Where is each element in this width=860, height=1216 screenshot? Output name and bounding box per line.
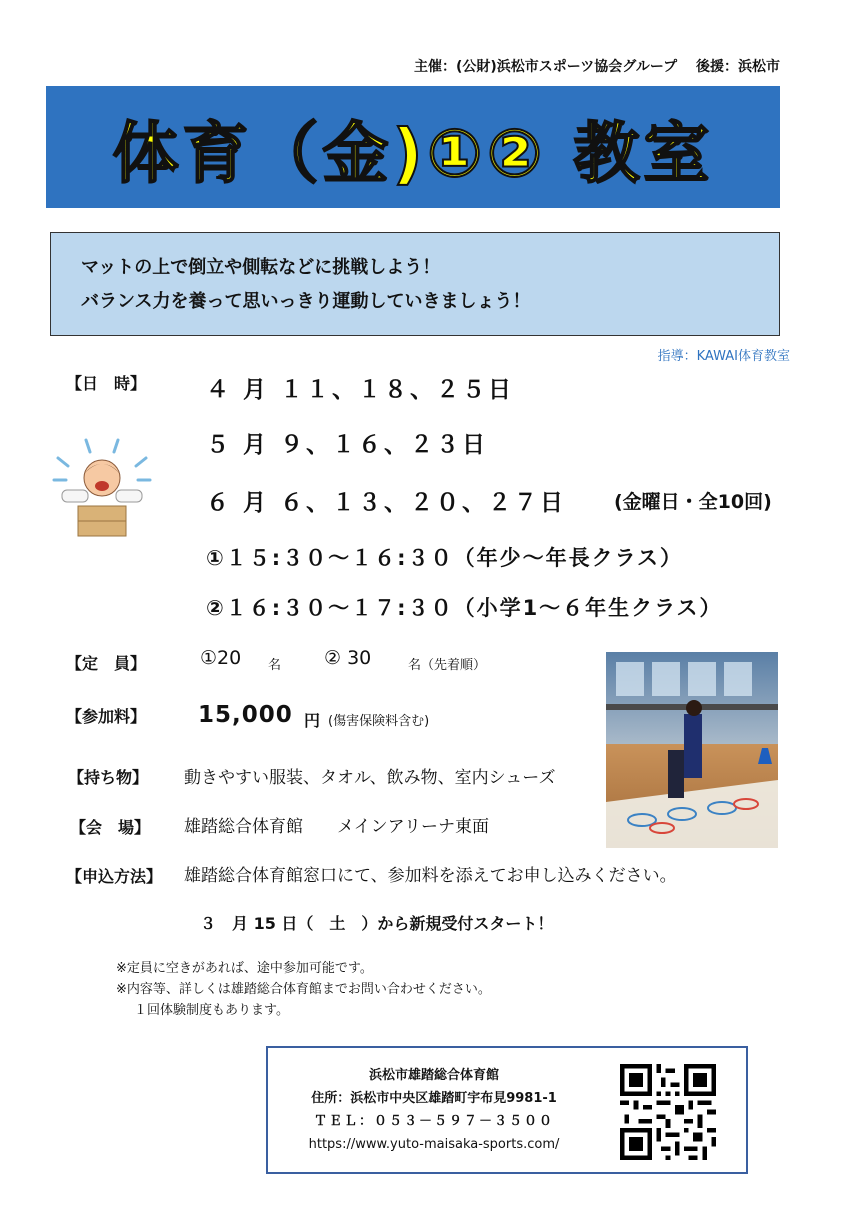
notes-block bbox=[116, 958, 491, 1021]
note-1: ※定員に空きがあれば、途中参加可能です。 bbox=[116, 961, 373, 976]
contact-tel: ＴＥＬ：０５３－５９７－３５００ bbox=[313, 1114, 554, 1129]
intro-line-2: バランス力を養って思いっきり運動していきましょう！ bbox=[81, 291, 531, 312]
fee-note: (傷害保険料含む) bbox=[328, 714, 430, 729]
fee-unit: 円 bbox=[304, 711, 321, 730]
fee-label: 【参加料】 bbox=[66, 707, 147, 726]
belongings-value: 動きやすい服装、タオル、飲み物、室内シューズ bbox=[184, 768, 556, 788]
instructor-text: 指導：KAWAI体育教室 bbox=[657, 349, 790, 364]
note-2: ※内容等、詳しくは雄踏総合体育館までお問い合わせください。 bbox=[116, 982, 491, 997]
capacity-class-1: ①20 bbox=[200, 647, 242, 669]
contact-address: 住所：浜松市中央区雄踏町宇布見9981-1 bbox=[311, 1091, 557, 1106]
apply-label: 【申込方法】 bbox=[66, 867, 163, 886]
gym-photo bbox=[606, 652, 778, 848]
capacity-class-2: ② 30 bbox=[324, 647, 372, 669]
fee-amount: 15,000 bbox=[198, 702, 293, 728]
capacity-class-1-unit: 名 bbox=[268, 658, 282, 673]
organizer-text: 主催：(公財)浜松市スポーツ協会グループ 後援：浜松市 bbox=[414, 59, 780, 75]
schedule-april: ４ 月 １１、１８、２５日 bbox=[206, 377, 515, 403]
contact-box bbox=[266, 1046, 748, 1174]
class-1-time: ①１５:３０～１６:３０（年少～年長クラス） bbox=[206, 546, 683, 570]
contact-name: 浜松市雄踏総合体育館 bbox=[368, 1068, 499, 1083]
title-banner bbox=[46, 86, 780, 208]
qr-code[interactable] bbox=[620, 1064, 716, 1160]
intro-line-1: マットの上で倒立や側転などに挑戦しよう！ bbox=[81, 257, 441, 278]
capacity-label: 【定 員】 bbox=[66, 654, 147, 673]
apply-value: 雄踏総合体育館窓口にて、参加料を添えてお申し込みください。 bbox=[184, 866, 677, 886]
schedule-june: ６ 月 ６、１３、２０、２７日 bbox=[206, 490, 567, 516]
child-illustration bbox=[46, 432, 158, 542]
class-2-time: ②１６:３０～１７:３０（小学1～６年生クラス） bbox=[206, 596, 723, 620]
belongings-label: 【持ち物】 bbox=[68, 768, 149, 787]
contact-url[interactable]: https://www.yuto-maisaka-sports.com/ bbox=[308, 1137, 560, 1152]
venue-label: 【会 場】 bbox=[70, 818, 151, 837]
note-3: １回体験制度もあります。 bbox=[134, 1003, 289, 1018]
venue-value: 雄踏総合体育館 メインアリーナ東面 bbox=[184, 817, 489, 837]
capacity-class-2-unit: 名（先着順） bbox=[408, 658, 487, 673]
schedule-may: ５ 月 ９、１６、２３日 bbox=[206, 432, 489, 458]
page-title: 体育（金)①② 教室 bbox=[112, 114, 714, 192]
registration-start: ３ 月 15 日（ 土 ）から新規受付スタート！ bbox=[200, 914, 554, 933]
schedule-summary: (金曜日・全10回) bbox=[614, 491, 772, 513]
intro-box bbox=[50, 232, 780, 336]
schedule-label: 【日 時】 bbox=[66, 374, 147, 393]
